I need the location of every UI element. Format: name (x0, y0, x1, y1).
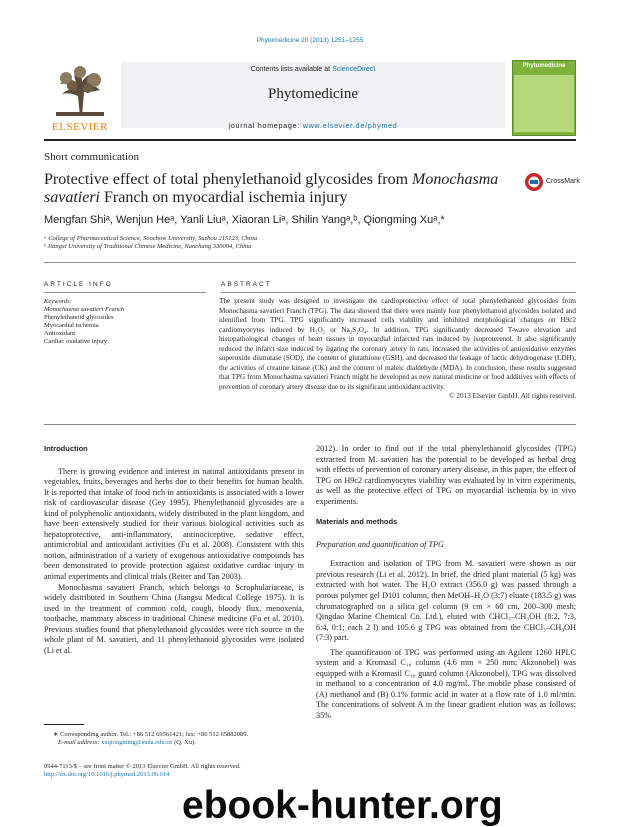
introduction-paragraph-1: There is growing evidence and interest in natural antioxidants present in vegetables, fruits, beverages and herbs due to their benefits for human health. It is reported that intake of food rich in antioxidants is associated with a lower risk of cardiovascular disease (Gey 1995). Phenylethanoid glycosides are a kind of polyphenolic antioxidants, widely distributed in the plant kingdom, and have been extensively studied for their various biological activities such as hepatoprotective, anti-inflammatory, antinociceptive, sedative effect, antimicrobial and antioxidant activities (Fu et al. 2008). Consistent with this notion, administration of a variety of exogenous antioxidative compounds has been demonstrated to provide protection against oxidative cardiac injury in animal experiments and clinical trials (Reiter and Tan 2003). (44, 466, 304, 582)
cover-image-band (514, 75, 574, 132)
title-species: Monochasma savatieri (44, 171, 499, 206)
abstract-paragraph: The present study was designed to investigate the cardioprotective effect of total phenylethanoid glycosides from Monochasma savatieri Franch (TPG). The data showed that there were mainly four phenylethanoid glycosides isolated and identified from TPG. TPG significantly increased cells viability and inhibited morphological changes on H9c2 cardiomyocytes induced by H₂O₂ or Na₂S₂O₄. In addition, TPG significantly decreased T-wave elevation and histopathological changes of heart tissues in myocardial infarcted rats induced by isoproterenol. It also significantly reduced the infarct size induced by ligating the coronary artery in rats, increased the activities of antioxidative enzymes superoxide dismutase (SOD), the content of glutathione (GSH), and decreased the leakage of lactic dehydrogenase (LDH), the activities of creatine kinase (CK) and the content of maleic dialdehyde (MDA). In conclusion, these results suggested that TPG from Monochasma savatieri Franch might be developed as new natural medicine or food additives with effects of prevention of coronary artery disease due to its significant antioxidant activity. (219, 297, 576, 391)
issn-block (44, 763, 304, 779)
footnote (44, 731, 304, 747)
left-column (44, 444, 304, 656)
crossmark-icon (524, 172, 544, 192)
article-type: Short communication (44, 151, 140, 163)
doi-link[interactable]: http://dx.doi.org/10.1016/j.phymed.2013.06.014 (44, 771, 170, 779)
elsevier-tree-icon (52, 62, 108, 118)
keywords-label: Keywords: (44, 298, 72, 305)
keyword: Antioxidant (44, 330, 76, 338)
watermark-text: ebook-hunter.org (182, 784, 503, 827)
email-label: E-mail address: (58, 739, 102, 747)
watermark (182, 784, 620, 827)
homepage-link[interactable]: www.elsevier.de/phymed (302, 123, 398, 130)
keyword: Phenylethanoid glycosides (44, 314, 114, 322)
introduction-paragraph-2: Monochasma savatieri Franch, which belongs to Scrophulariaceae, is widely distributed in Southern China (Jiangsu Medical College 1975). It is used in the treatment of common cold, cough, bloody flux, menoxenia, toothache, mammary abscess in traditional Chinese medicine (Fu et al. 2010). Previous studies found that phenylethanoid glycosides were rich source in the whole plant of M. savatieri, and 11 phenylethanoid glycosides were isolated (Li et al. (44, 582, 304, 655)
journal-homepage-line (121, 123, 505, 130)
affiliation-a: ᵃ College of Pharmaceutical Science, Soochow University, Suzhou 215123, China (44, 235, 258, 242)
title-part-2: Franch on myocardial ischemia injury (100, 189, 348, 206)
cover-title: Phytomedicine (522, 63, 566, 69)
homepage-prefix: journal homepage: (228, 123, 303, 130)
article-info-rule (44, 292, 206, 293)
email-link[interactable]: xuqiongming@suda.edu.cn (101, 739, 173, 747)
issn-line: 0944-7113/$ – see front matter © 2013 Elsevier GmbH. All rights reserved. (44, 763, 241, 770)
affiliation-b: ᵇ Jiangxi University of Traditional Chinese Medicine, Nanchang 330004, China (44, 243, 252, 250)
sciencedirect-link[interactable]: ScienceDirect (332, 66, 376, 73)
abstract-copyright: © 2013 Elsevier GmbH. All rights reserved. (449, 392, 576, 400)
author-list: Mengfan Shiᵃ, Wenjun Heᵃ, Yanli Liuᵃ, Xiaoran Liᵃ, Shilin Yangᵃ,ᵇ, Qiongming Xuᵃ,* (44, 214, 445, 226)
title-part-1: Protective effect of total phenylethanoid glycosides from (44, 171, 413, 188)
corresponding-author: ∗ Corresponding author. Tel.: +86 512 69561421; fax: +86 512 65882089. (53, 731, 249, 738)
footnote-rule (44, 724, 84, 725)
introduction-paragraph-3: 2012). In order to find out if the total phenylethanoid glycosides (TPG) extracted from M. savatieri has the potential to be developed as herbal drug with effects of prevention of coronary artery disease, in this paper, the effect of TPG on H9c2 cardiomyocytes viability was evaluated by in vitro experiments, as well as the protective effect of TPG on myocardial ischemia by in vivo experiments. (316, 444, 576, 506)
methods-paragraph-2: The quantification of TPG was performed using an Agilent 1260 HPLC system and a Kromasil C₁₈ column (4.6 mm × 250 mm; Akzonobel) was equipped with a Kromasil C₁₈ guard column (Akzonobel). TPG was dissolved in methanol to a concentration of 4.0 mg/ml. The mobile phase consisted of (A) methanol and (B) 0.1% formic acid in water at a flow rate of 1.0 ml/min. The concentrations of solvent A in the linear gradient elution was as follows: 35% (316, 647, 576, 721)
body-divider (44, 424, 576, 425)
keyword: Cardiac oxidative injury (44, 338, 108, 346)
preparation-subheading: Preparation and quantification of TPG (316, 539, 444, 549)
journal-reference[interactable]: Phytomedicine 20 (2013) 1251–1255 (256, 37, 364, 44)
abstract-body (219, 297, 576, 402)
methods-paragraph-1: Extraction and isolation of TPG from M. savatieri were shown as our previous research (Li et al. 2012). In brief, the dried plant material (5 kg) was extracted with hot water. The H₂O extract (356.0 g) was passed through a porous polymer gel D101 column, then MeOH–H₂O (3:7) eluate (183.5 g) was chromatographed on a silica gel column (9 cm × 60 cm, 200–300 mesh; Qingdao Marine Chemical Co. Ltd.), eluted with CHCl₃–CH₃OH (8:2, 7:3, 6:4, 0:1; each 2 l) and 105.6 g TPG was obtained from the CHCl₃–CH₃OH (7:3) part. (316, 559, 576, 643)
header-rule (44, 139, 576, 141)
meta-divider (44, 262, 576, 263)
article-info-heading: ARTICLE INFO (44, 281, 113, 288)
contents-line (121, 66, 505, 73)
contents-prefix: Contents lists available at (250, 66, 333, 73)
right-column (316, 444, 576, 722)
elsevier-wordmark: ELSEVIER (52, 121, 108, 133)
methods-heading: Materials and methods (316, 517, 398, 527)
introduction-heading: Introduction (44, 444, 88, 453)
crossmark-label: CrossMark (546, 178, 580, 185)
keywords-block (44, 298, 209, 347)
keyword: Myocardial ischemia (44, 322, 99, 330)
journal-title: Phytomedicine (268, 86, 358, 102)
abstract-heading: ABSTRACT (221, 281, 272, 288)
article-title (44, 171, 504, 207)
crossmark-badge[interactable] (524, 171, 580, 193)
abstract-rule (221, 292, 576, 293)
keyword: Monochasma savatieri Franch (44, 306, 125, 314)
email-suffix: (Q. Xu). (172, 739, 196, 747)
